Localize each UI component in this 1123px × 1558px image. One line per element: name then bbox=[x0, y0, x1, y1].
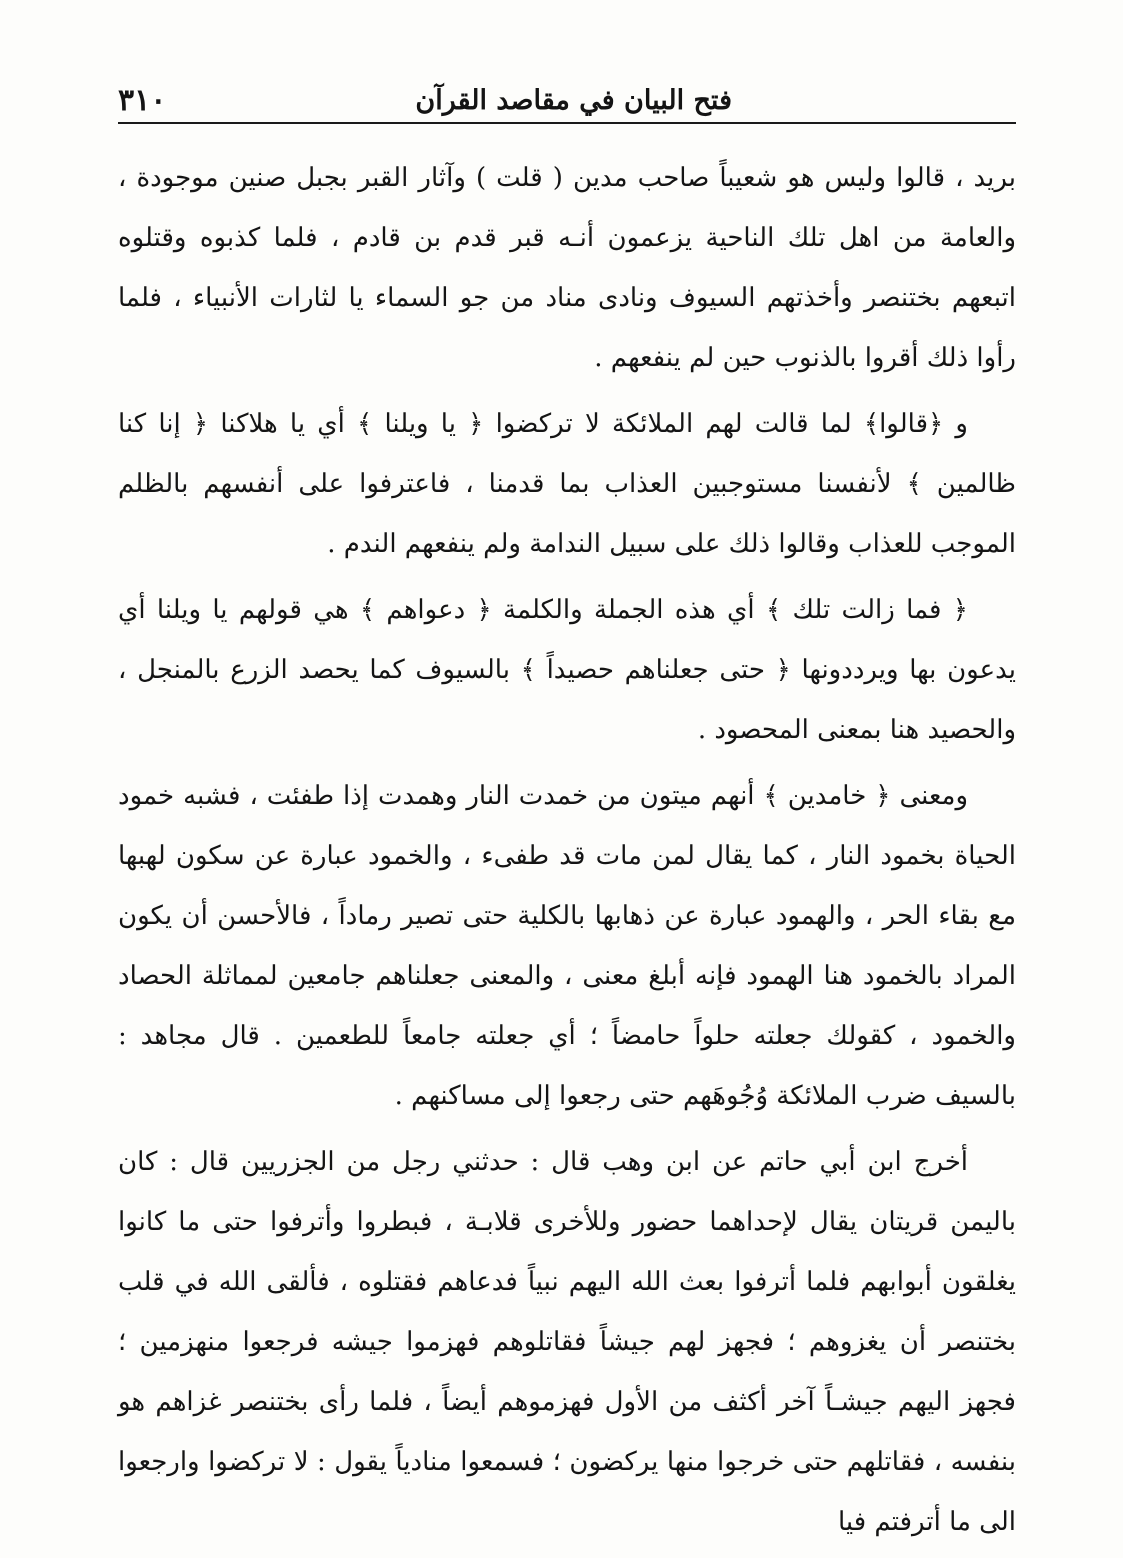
paragraph: و ﴿قالوا﴾ لما قالت لهم الملائكة لا تركضوا ﴿ يا ويلنا ﴾ أي يا هلاكنا ﴿ إنا كنا ظالمين ﴾ لأنفسنا مستوجبين العذاب بما قدمنا ، فاعترفوا على أنفسهم بالظلم الموجب للعذاب وقالوا ذلك على سبيل الندامة ولم ينفعهم الندم . bbox=[118, 409, 1016, 559]
running-title: فتح البيان في مقاصد القرآن bbox=[415, 85, 732, 116]
paragraph: بريد ، قالوا وليس هو شعيباً صاحب مدين ( قلت ) وآثار القبر بجبل صنين موجودة ، والعامة من اهل تلك الناحية يزعمون أنـه قبر قدم بن قادم ، فلما كذبوه وقتلوه اتبعهم بختنصر وأخذتهم السيوف ونادى مناد من جو السماء يا لثارات الأنبياء ، فلما رأوا ذلك أقروا بالذنوب حين لم ينفعهم . bbox=[118, 163, 1017, 373]
paragraph: ومعنى ﴿ خامدين ﴾ أنهم ميتون من خمدت النار وهمدت إذا طفئت ، فشبه خمود الحياة بخمود النار ، كما يقال لمن مات قد طفىء ، والخمود عبارة عن سكون لهبها مع بقاء الحر ، والهمود عبارة عن ذهابها بالكلية حتى تصير رماداً ، فالأحسن أن يكون المراد بالخمود هنا الهمود فإنه أبلغ معنى ، والمعنى جعلناهم جامعين لمماثلة الحصاد والخمود ، كقولك جعلته حلواً حامضاً ؛ أي جعلته جامعاً للطعمين . قال مجاهد : بالسيف ضرب الملائكة وُجُوهَهم حتى رجعوا إلى مساكنهم . bbox=[118, 781, 1016, 1111]
page-header bbox=[118, 68, 1016, 122]
header-rule bbox=[118, 122, 1016, 124]
paragraph: ﴿ فما زالت تلك ﴾ أي هذه الجملة والكلمة ﴿ دعواهم ﴾ هي قولهم يا ويلنا أي يدعون بها ويرددونها ﴿ حتى جعلناهم حصيداً ﴾ بالسيوف كما يحصد الزرع بالمنجل ، والحصيد هنا بمعنى المحصود . bbox=[118, 595, 1016, 745]
page-body bbox=[118, 148, 1016, 1552]
page-number: ٣١٠ bbox=[118, 83, 167, 118]
paragraph: أخرج ابن أبي حاتم عن ابن وهب قال : حدثني رجل من الجزريين قال : كان باليمن قريتان يقال لإحداهما حضور وللأخرى قلابـة ، فبطروا وأترفوا حتى ما كانوا يغلقون أبوابهم فلما أترفوا بعث الله اليهم نبياً فدعاهم فقتلوه ، فألقى الله في قلب بختنصر أن يغزوهم ؛ فجهز لهم جيشاً فقاتلوهم فهزموا جيشه فرجعوا منهزمين ؛ فجهز اليهم جيشـاً آخر أكثف من الأول فهزموهم أيضاً ، فلما رأى بختنصر غزاهم هو بنفسه ، فقاتلهم حتى خرجوا منها يركضون ؛ فسمعوا منادياً يقول : لا تركضوا وارجعوا الى ما أترفتم فيا bbox=[118, 1147, 1016, 1537]
